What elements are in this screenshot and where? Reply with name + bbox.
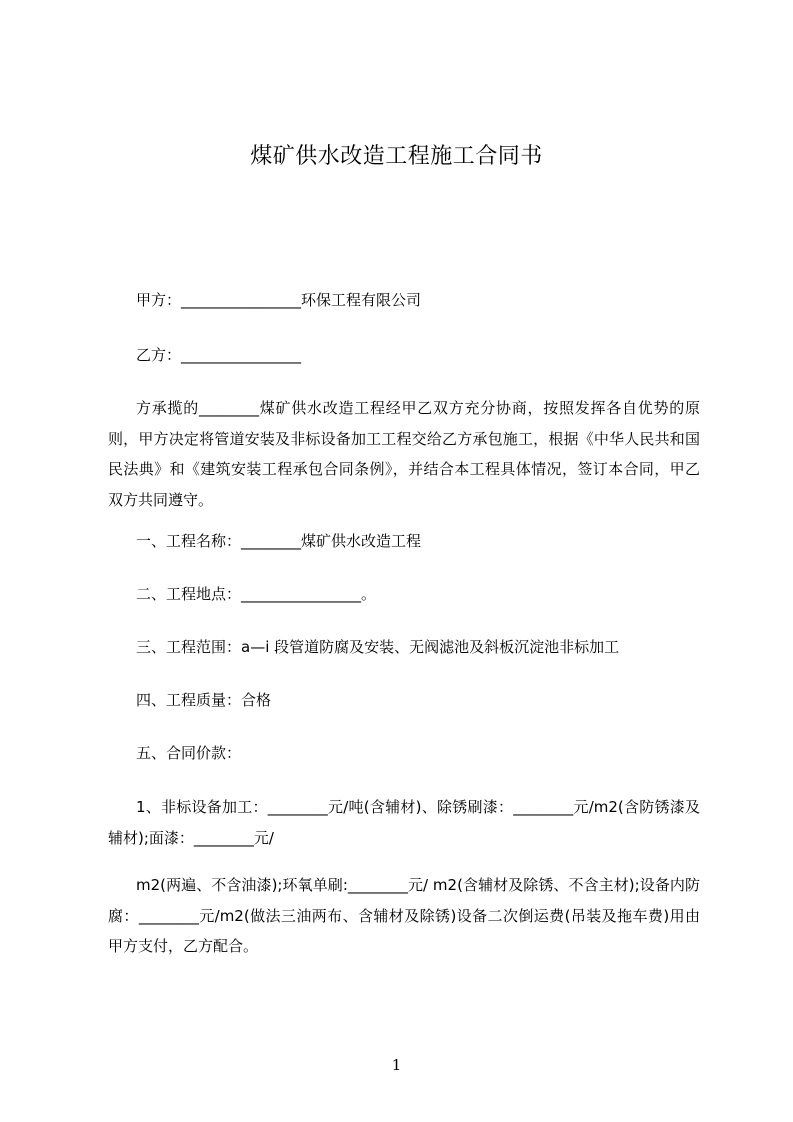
section-contract-price: 五、合同价款：	[136, 744, 242, 762]
page-number: 1	[391, 1056, 402, 1074]
section-project-scope: 三、工程范围：a—i 段管道防腐及安装、无阀滤池及斜板沉淀池非标加工	[136, 638, 620, 656]
section-project-location: 二、工程地点：________________。	[136, 585, 377, 603]
section-project-name: 一、工程名称：________煤矿供水改造工程	[136, 532, 422, 550]
price-item-2-text: m2(两遍、不含油漆);环氧单刷:________元/ m2(含辅材及除锈、不含主材);设备内防腐：________元/m2(做法三油两布、含辅材及除锈)设备二次倒运费(吊装及拖车费)用由甲方支付，乙方配合。	[108, 876, 700, 955]
price-item-1-paragraph	[108, 792, 700, 853]
party-a-line: 甲方：________________环保工程有限公司	[136, 291, 422, 309]
document-title: 煤矿供水改造工程施工合同书	[250, 144, 543, 169]
section-project-quality: 四、工程质量：合格	[136, 691, 272, 709]
party-b-line: 乙方：________________	[136, 346, 302, 364]
price-item-2-paragraph	[108, 870, 700, 962]
intro-text: 方承揽的________煤矿供水改造工程经甲乙双方充分协商，按照发挥各自优势的原则，甲方决定将管道安装及非标设备加工工程交给乙方承包施工，根据《中华人民共和国民法典》和《建筑安装工程承包合同条例》，并结合本工程具体情况，签订本合同，甲乙双方共同遵守。	[108, 399, 700, 509]
price-item-1-text: 1、非标设备加工：________元/吨(含辅材)、除锈刷漆：________元/m2(含防锈漆及辅材);面漆：________元/	[108, 798, 700, 847]
intro-paragraph	[108, 393, 700, 515]
